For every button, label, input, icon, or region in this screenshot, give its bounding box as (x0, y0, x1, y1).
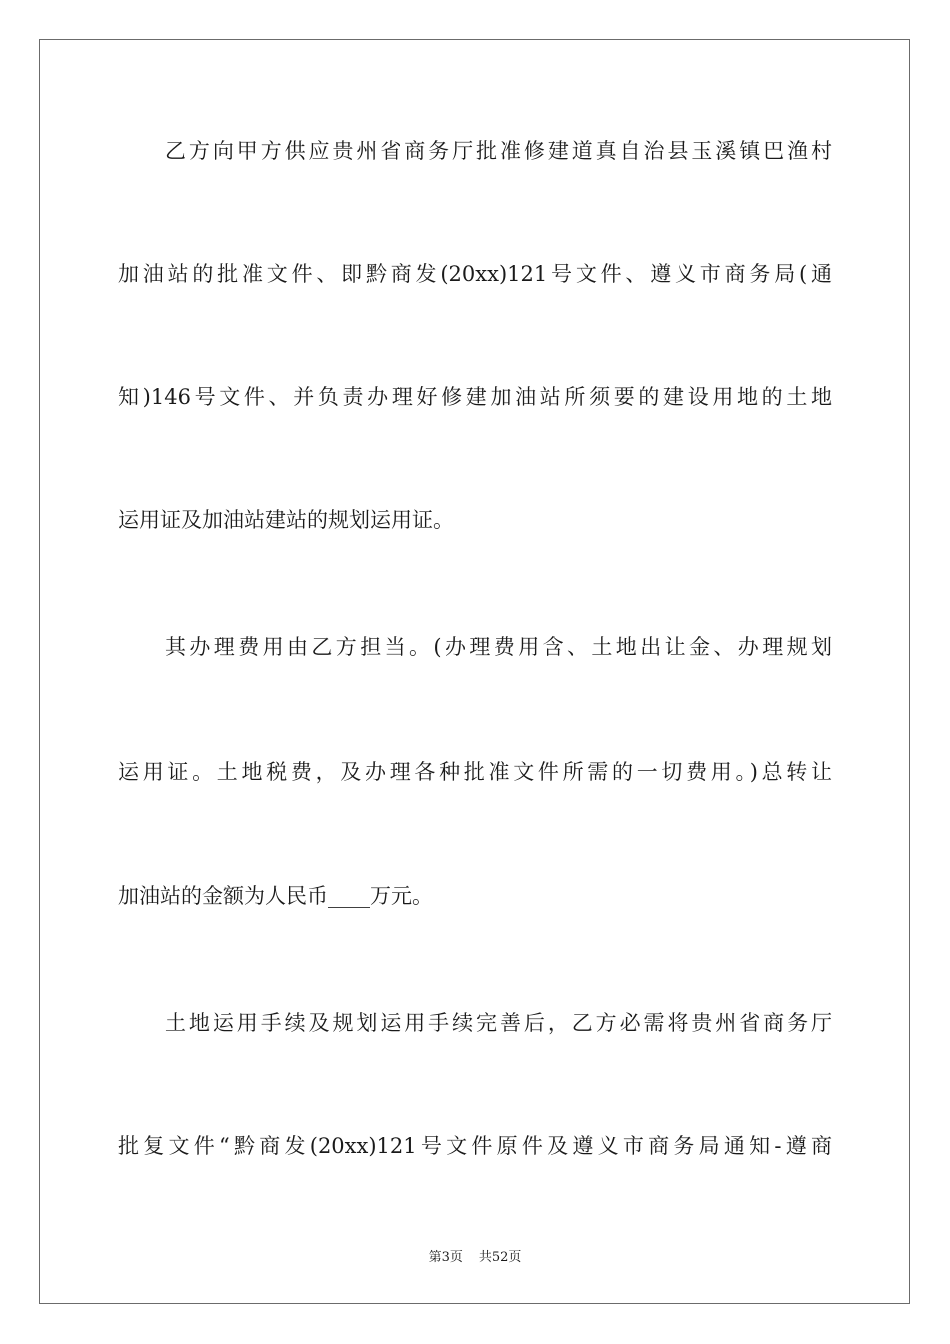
paragraph-2-line-3: 加油站的金额为人民币____万元。 (118, 884, 433, 908)
paragraph-3-line-1: 土地运用手续及规划运用手续完善后，乙方必需将贵州省商务厅 (165, 1011, 832, 1035)
page-border (39, 39, 910, 1304)
page-footer (0, 1246, 950, 1265)
paragraph-3-line-2: 批复文件“黔商发(20xx)121号文件原件及遵义市商务局通知-遵商 (118, 1134, 832, 1158)
paragraph-1-line-2: 加油站的批准文件、即黔商发(20xx)121号文件、遵义市商务局(通 (118, 262, 832, 286)
paragraph-1-line-4: 运用证及加油站建站的规划运用证。 (118, 508, 454, 532)
paragraph-1-line-3: 知)146号文件、并负责办理好修建加油站所须要的建设用地的土地 (118, 385, 832, 409)
paragraph-1-line-1: 乙方向甲方供应贵州省商务厅批准修建道真自治县玉溪镇巴渔村 (165, 139, 832, 163)
paragraph-2-line-1: 其办理费用由乙方担当。(办理费用含、土地出让金、办理规划 (165, 635, 832, 659)
page-number: 第3页 (428, 1250, 463, 1265)
page-total: 共52页 (478, 1250, 522, 1265)
paragraph-2-line-2: 运用证。土地税费，及办理各种批准文件所需的一切费用。)总转让 (118, 760, 832, 784)
